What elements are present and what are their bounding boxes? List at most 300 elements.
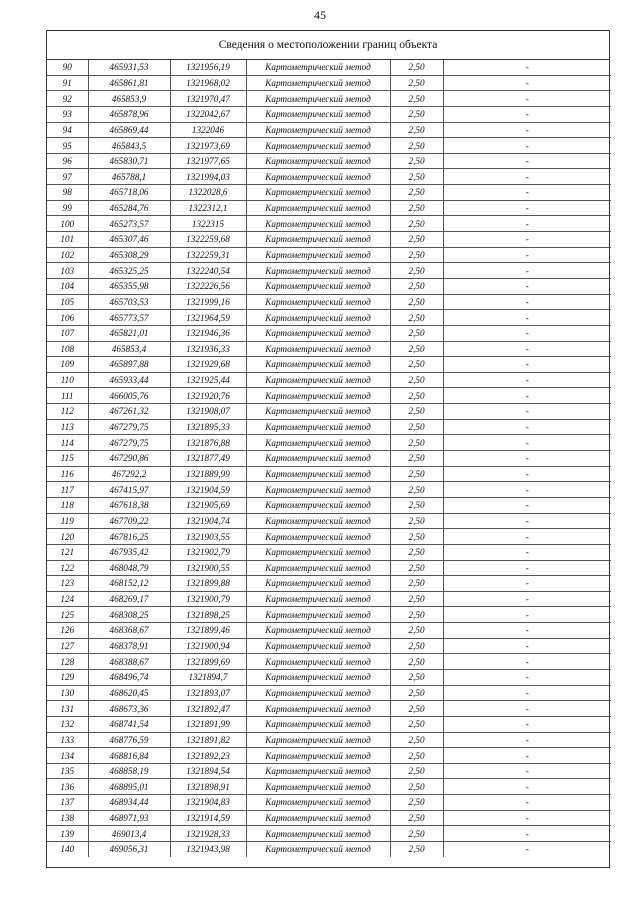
y-coordinate-cell: 1321970,47 [170, 91, 246, 107]
x-coordinate-cell: 465273,57 [88, 216, 170, 232]
table-row [47, 842, 611, 857]
x-coordinate-cell: 467709,22 [88, 513, 170, 529]
x-coordinate-cell: 468816,84 [88, 748, 170, 764]
point-number-cell: 128 [47, 654, 88, 670]
accuracy-cell: 2,50 [390, 810, 443, 826]
y-coordinate-cell: 1321943,98 [170, 842, 246, 857]
description-cell: - [443, 91, 611, 107]
point-number-cell: 130 [47, 685, 88, 701]
method-cell: Картометрический метод [246, 75, 390, 91]
point-number-cell: 104 [47, 278, 88, 294]
x-coordinate-cell: 465821,01 [88, 325, 170, 341]
point-number-cell: 123 [47, 576, 88, 592]
table-row [47, 654, 611, 670]
y-coordinate-cell: 1321893,07 [170, 685, 246, 701]
accuracy-cell: 2,50 [390, 560, 443, 576]
point-number-cell: 136 [47, 779, 88, 795]
accuracy-cell: 2,50 [390, 732, 443, 748]
description-cell: - [443, 795, 611, 811]
x-coordinate-cell: 468378,91 [88, 638, 170, 654]
method-cell: Картометрический метод [246, 669, 390, 685]
point-number-cell: 90 [47, 60, 88, 75]
y-coordinate-cell: 1322028,6 [170, 185, 246, 201]
y-coordinate-cell: 1322240,54 [170, 263, 246, 279]
table-row [47, 748, 611, 764]
description-cell: - [443, 435, 611, 451]
description-cell: - [443, 451, 611, 467]
accuracy-cell: 2,50 [390, 482, 443, 498]
accuracy-cell: 2,50 [390, 310, 443, 326]
point-number-cell: 96 [47, 153, 88, 169]
x-coordinate-cell: 469056,31 [88, 842, 170, 857]
y-coordinate-cell: 1321920,76 [170, 388, 246, 404]
description-cell: - [443, 544, 611, 560]
description-cell: - [443, 685, 611, 701]
accuracy-cell: 2,50 [390, 357, 443, 373]
point-number-cell: 98 [47, 185, 88, 201]
description-cell: - [443, 232, 611, 248]
table-row [47, 419, 611, 435]
accuracy-cell: 2,50 [390, 138, 443, 154]
accuracy-cell: 2,50 [390, 341, 443, 357]
description-cell: - [443, 122, 611, 138]
table-row [47, 529, 611, 545]
method-cell: Картометрический метод [246, 216, 390, 232]
table-row [47, 435, 611, 451]
description-cell: - [443, 497, 611, 513]
point-number-cell: 114 [47, 435, 88, 451]
description-cell: - [443, 701, 611, 717]
method-cell: Картометрический метод [246, 654, 390, 670]
y-coordinate-cell: 1321877,49 [170, 451, 246, 467]
description-cell: - [443, 591, 611, 607]
table-row [47, 732, 611, 748]
accuracy-cell: 2,50 [390, 513, 443, 529]
y-coordinate-cell: 1321908,07 [170, 404, 246, 420]
y-coordinate-cell: 1321892,47 [170, 701, 246, 717]
x-coordinate-cell: 465788,1 [88, 169, 170, 185]
description-cell: - [443, 153, 611, 169]
page-number: 45 [314, 8, 326, 22]
table-row [47, 153, 611, 169]
x-coordinate-cell: 468048,79 [88, 560, 170, 576]
y-coordinate-cell: 1321925,44 [170, 372, 246, 388]
y-coordinate-cell: 1321994,03 [170, 169, 246, 185]
accuracy-cell: 2,50 [390, 576, 443, 592]
x-coordinate-cell: 465718,06 [88, 185, 170, 201]
y-coordinate-cell: 1321889,99 [170, 466, 246, 482]
accuracy-cell: 2,50 [390, 278, 443, 294]
description-cell: - [443, 357, 611, 373]
method-cell: Картометрический метод [246, 842, 390, 857]
method-cell: Картометрический метод [246, 466, 390, 482]
x-coordinate-cell: 465843,5 [88, 138, 170, 154]
point-number-cell: 110 [47, 372, 88, 388]
x-coordinate-cell: 465773,57 [88, 310, 170, 326]
y-coordinate-cell: 1321895,33 [170, 419, 246, 435]
method-cell: Картометрический метод [246, 388, 390, 404]
method-cell: Картометрический метод [246, 748, 390, 764]
table-row [47, 513, 611, 529]
accuracy-cell: 2,50 [390, 607, 443, 623]
accuracy-cell: 2,50 [390, 669, 443, 685]
point-number-cell: 138 [47, 810, 88, 826]
table-row [47, 466, 611, 482]
x-coordinate-cell: 465853,4 [88, 341, 170, 357]
description-cell: - [443, 654, 611, 670]
x-coordinate-cell: 468368,67 [88, 623, 170, 639]
method-cell: Картометрический метод [246, 357, 390, 373]
point-number-cell: 127 [47, 638, 88, 654]
description-cell: - [443, 607, 611, 623]
x-coordinate-cell: 469013,4 [88, 826, 170, 842]
method-cell: Картометрический метод [246, 310, 390, 326]
table-row [47, 216, 611, 232]
y-coordinate-cell: 1321876,88 [170, 435, 246, 451]
description-cell: - [443, 278, 611, 294]
point-number-cell: 122 [47, 560, 88, 576]
x-coordinate-cell: 465284,76 [88, 200, 170, 216]
point-number-cell: 119 [47, 513, 88, 529]
point-number-cell: 139 [47, 826, 88, 842]
accuracy-cell: 2,50 [390, 748, 443, 764]
table-row [47, 232, 611, 248]
point-number-cell: 135 [47, 763, 88, 779]
y-coordinate-cell: 1321914,59 [170, 810, 246, 826]
x-coordinate-cell: 468673,36 [88, 701, 170, 717]
method-cell: Картометрический метод [246, 325, 390, 341]
table-row [47, 75, 611, 91]
x-coordinate-cell: 465878,96 [88, 106, 170, 122]
table-row [47, 388, 611, 404]
y-coordinate-cell: 1321899,69 [170, 654, 246, 670]
method-cell: Картометрический метод [246, 623, 390, 639]
method-cell: Картометрический метод [246, 451, 390, 467]
table-row [47, 169, 611, 185]
point-number-cell: 103 [47, 263, 88, 279]
x-coordinate-cell: 468269,17 [88, 591, 170, 607]
point-number-cell: 99 [47, 200, 88, 216]
table-row [47, 795, 611, 811]
method-cell: Картометрический метод [246, 200, 390, 216]
description-cell: - [443, 419, 611, 435]
method-cell: Картометрический метод [246, 138, 390, 154]
accuracy-cell: 2,50 [390, 216, 443, 232]
accuracy-cell: 2,50 [390, 435, 443, 451]
accuracy-cell: 2,50 [390, 388, 443, 404]
description-cell: - [443, 138, 611, 154]
point-number-cell: 107 [47, 325, 88, 341]
table-row [47, 106, 611, 122]
x-coordinate-cell: 467292,2 [88, 466, 170, 482]
method-cell: Картометрический метод [246, 763, 390, 779]
table-row [47, 560, 611, 576]
point-number-cell: 113 [47, 419, 88, 435]
method-cell: Картометрический метод [246, 826, 390, 842]
table-row [47, 826, 611, 842]
accuracy-cell: 2,50 [390, 497, 443, 513]
description-cell: - [443, 106, 611, 122]
method-cell: Картометрический метод [246, 795, 390, 811]
y-coordinate-cell: 1322042,67 [170, 106, 246, 122]
accuracy-cell: 2,50 [390, 591, 443, 607]
point-number-cell: 109 [47, 357, 88, 373]
y-coordinate-cell: 1322259,68 [170, 232, 246, 248]
y-coordinate-cell: 1322226,56 [170, 278, 246, 294]
y-coordinate-cell: 1321973,69 [170, 138, 246, 154]
accuracy-cell: 2,50 [390, 419, 443, 435]
x-coordinate-cell: 468895,01 [88, 779, 170, 795]
method-cell: Картометрический метод [246, 560, 390, 576]
table-row [47, 716, 611, 732]
method-cell: Картометрический метод [246, 732, 390, 748]
point-number-cell: 95 [47, 138, 88, 154]
table-row [47, 278, 611, 294]
accuracy-cell: 2,50 [390, 91, 443, 107]
point-number-cell: 105 [47, 294, 88, 310]
point-number-cell: 137 [47, 795, 88, 811]
description-cell: - [443, 513, 611, 529]
description-cell: - [443, 185, 611, 201]
method-cell: Картометрический метод [246, 185, 390, 201]
table-row [47, 701, 611, 717]
point-number-cell: 133 [47, 732, 88, 748]
description-cell: - [443, 263, 611, 279]
x-coordinate-cell: 465931,53 [88, 60, 170, 75]
y-coordinate-cell: 1321891,82 [170, 732, 246, 748]
accuracy-cell: 2,50 [390, 779, 443, 795]
description-cell: - [443, 810, 611, 826]
method-cell: Картометрический метод [246, 169, 390, 185]
accuracy-cell: 2,50 [390, 263, 443, 279]
accuracy-cell: 2,50 [390, 169, 443, 185]
boundary-points-table [47, 60, 611, 857]
y-coordinate-cell: 1321904,74 [170, 513, 246, 529]
method-cell: Картометрический метод [246, 232, 390, 248]
accuracy-cell: 2,50 [390, 685, 443, 701]
x-coordinate-cell: 467279,75 [88, 419, 170, 435]
description-cell: - [443, 763, 611, 779]
point-number-cell: 116 [47, 466, 88, 482]
accuracy-cell: 2,50 [390, 638, 443, 654]
accuracy-cell: 2,50 [390, 842, 443, 857]
accuracy-cell: 2,50 [390, 247, 443, 263]
point-number-cell: 112 [47, 404, 88, 420]
method-cell: Картометрический метод [246, 779, 390, 795]
x-coordinate-cell: 467261,32 [88, 404, 170, 420]
y-coordinate-cell: 1321902,79 [170, 544, 246, 560]
x-coordinate-cell: 468496,74 [88, 669, 170, 685]
point-number-cell: 129 [47, 669, 88, 685]
table-row [47, 404, 611, 420]
method-cell: Картометрический метод [246, 404, 390, 420]
accuracy-cell: 2,50 [390, 795, 443, 811]
y-coordinate-cell: 1322046 [170, 122, 246, 138]
accuracy-cell: 2,50 [390, 60, 443, 75]
table-row [47, 497, 611, 513]
x-coordinate-cell: 465703,53 [88, 294, 170, 310]
table-row [47, 341, 611, 357]
method-cell: Картометрический метод [246, 638, 390, 654]
y-coordinate-cell: 1321968,02 [170, 75, 246, 91]
y-coordinate-cell: 1321899,88 [170, 576, 246, 592]
table-row [47, 685, 611, 701]
y-coordinate-cell: 1321898,91 [170, 779, 246, 795]
accuracy-cell: 2,50 [390, 122, 443, 138]
method-cell: Картометрический метод [246, 153, 390, 169]
description-cell: - [443, 529, 611, 545]
method-cell: Картометрический метод [246, 544, 390, 560]
point-number-cell: 140 [47, 842, 88, 857]
point-number-cell: 120 [47, 529, 88, 545]
x-coordinate-cell: 465861,81 [88, 75, 170, 91]
x-coordinate-cell: 468152,12 [88, 576, 170, 592]
accuracy-cell: 2,50 [390, 466, 443, 482]
accuracy-cell: 2,50 [390, 232, 443, 248]
description-cell: - [443, 169, 611, 185]
y-coordinate-cell: 1321899,46 [170, 623, 246, 639]
description-cell: - [443, 325, 611, 341]
x-coordinate-cell: 465853,9 [88, 91, 170, 107]
accuracy-cell: 2,50 [390, 75, 443, 91]
y-coordinate-cell: 1322312,1 [170, 200, 246, 216]
table-row [47, 263, 611, 279]
y-coordinate-cell: 1321904,59 [170, 482, 246, 498]
x-coordinate-cell: 467290,86 [88, 451, 170, 467]
method-cell: Картометрический метод [246, 576, 390, 592]
accuracy-cell: 2,50 [390, 372, 443, 388]
method-cell: Картометрический метод [246, 372, 390, 388]
y-coordinate-cell: 1321904,83 [170, 795, 246, 811]
x-coordinate-cell: 467816,25 [88, 529, 170, 545]
table-row [47, 294, 611, 310]
description-cell: - [443, 482, 611, 498]
x-coordinate-cell: 465933,44 [88, 372, 170, 388]
point-number-cell: 101 [47, 232, 88, 248]
method-cell: Картометрический метод [246, 529, 390, 545]
description-cell: - [443, 826, 611, 842]
accuracy-cell: 2,50 [390, 529, 443, 545]
description-cell: - [443, 842, 611, 857]
method-cell: Картометрический метод [246, 591, 390, 607]
point-number-cell: 102 [47, 247, 88, 263]
table-row [47, 482, 611, 498]
method-cell: Картометрический метод [246, 685, 390, 701]
y-coordinate-cell: 1321928,33 [170, 826, 246, 842]
method-cell: Картометрический метод [246, 716, 390, 732]
y-coordinate-cell: 1322315 [170, 216, 246, 232]
table-row [47, 779, 611, 795]
y-coordinate-cell: 1321900,55 [170, 560, 246, 576]
point-number-cell: 106 [47, 310, 88, 326]
table-row [47, 372, 611, 388]
method-cell: Картометрический метод [246, 607, 390, 623]
table-row [47, 544, 611, 560]
method-cell: Картометрический метод [246, 91, 390, 107]
method-cell: Картометрический метод [246, 482, 390, 498]
method-cell: Картометрический метод [246, 278, 390, 294]
table-row [47, 623, 611, 639]
point-number-cell: 100 [47, 216, 88, 232]
point-number-cell: 97 [47, 169, 88, 185]
point-number-cell: 117 [47, 482, 88, 498]
y-coordinate-cell: 1321999,16 [170, 294, 246, 310]
table-row [47, 247, 611, 263]
point-number-cell: 131 [47, 701, 88, 717]
method-cell: Картометрический метод [246, 497, 390, 513]
y-coordinate-cell: 1321905,69 [170, 497, 246, 513]
table-row [47, 576, 611, 592]
description-cell: - [443, 560, 611, 576]
x-coordinate-cell: 467279,75 [88, 435, 170, 451]
y-coordinate-cell: 1321964,59 [170, 310, 246, 326]
accuracy-cell: 2,50 [390, 451, 443, 467]
y-coordinate-cell: 1321929,68 [170, 357, 246, 373]
x-coordinate-cell: 468971,93 [88, 810, 170, 826]
table-row [47, 91, 611, 107]
accuracy-cell: 2,50 [390, 716, 443, 732]
accuracy-cell: 2,50 [390, 763, 443, 779]
description-cell: - [443, 466, 611, 482]
table-row [47, 60, 611, 75]
x-coordinate-cell: 466005,76 [88, 388, 170, 404]
x-coordinate-cell: 465308,29 [88, 247, 170, 263]
description-cell: - [443, 294, 611, 310]
y-coordinate-cell: 1321892,23 [170, 748, 246, 764]
x-coordinate-cell: 468776,59 [88, 732, 170, 748]
x-coordinate-cell: 468858,19 [88, 763, 170, 779]
y-coordinate-cell: 1321898,25 [170, 607, 246, 623]
description-cell: - [443, 669, 611, 685]
accuracy-cell: 2,50 [390, 623, 443, 639]
point-number-cell: 121 [47, 544, 88, 560]
accuracy-cell: 2,50 [390, 200, 443, 216]
y-coordinate-cell: 1321956,19 [170, 60, 246, 75]
table-row [47, 669, 611, 685]
accuracy-cell: 2,50 [390, 325, 443, 341]
accuracy-cell: 2,50 [390, 826, 443, 842]
accuracy-cell: 2,50 [390, 544, 443, 560]
y-coordinate-cell: 1321900,94 [170, 638, 246, 654]
method-cell: Картометрический метод [246, 60, 390, 75]
x-coordinate-cell: 468388,67 [88, 654, 170, 670]
y-coordinate-cell: 1321894,7 [170, 669, 246, 685]
method-cell: Картометрический метод [246, 341, 390, 357]
x-coordinate-cell: 467618,38 [88, 497, 170, 513]
description-cell: - [443, 388, 611, 404]
point-number-cell: 134 [47, 748, 88, 764]
x-coordinate-cell: 465830,71 [88, 153, 170, 169]
y-coordinate-cell: 1322259,31 [170, 247, 246, 263]
accuracy-cell: 2,50 [390, 153, 443, 169]
y-coordinate-cell: 1321891,99 [170, 716, 246, 732]
method-cell: Картометрический метод [246, 435, 390, 451]
description-cell: - [443, 200, 611, 216]
accuracy-cell: 2,50 [390, 654, 443, 670]
description-cell: - [443, 310, 611, 326]
description-cell: - [443, 75, 611, 91]
y-coordinate-cell: 1321900,79 [170, 591, 246, 607]
method-cell: Картометрический метод [246, 294, 390, 310]
description-cell: - [443, 404, 611, 420]
point-number-cell: 91 [47, 75, 88, 91]
x-coordinate-cell: 467415,97 [88, 482, 170, 498]
x-coordinate-cell: 465355,98 [88, 278, 170, 294]
table-row [47, 607, 611, 623]
point-number-cell: 94 [47, 122, 88, 138]
point-number-cell: 92 [47, 91, 88, 107]
y-coordinate-cell: 1321946,36 [170, 325, 246, 341]
